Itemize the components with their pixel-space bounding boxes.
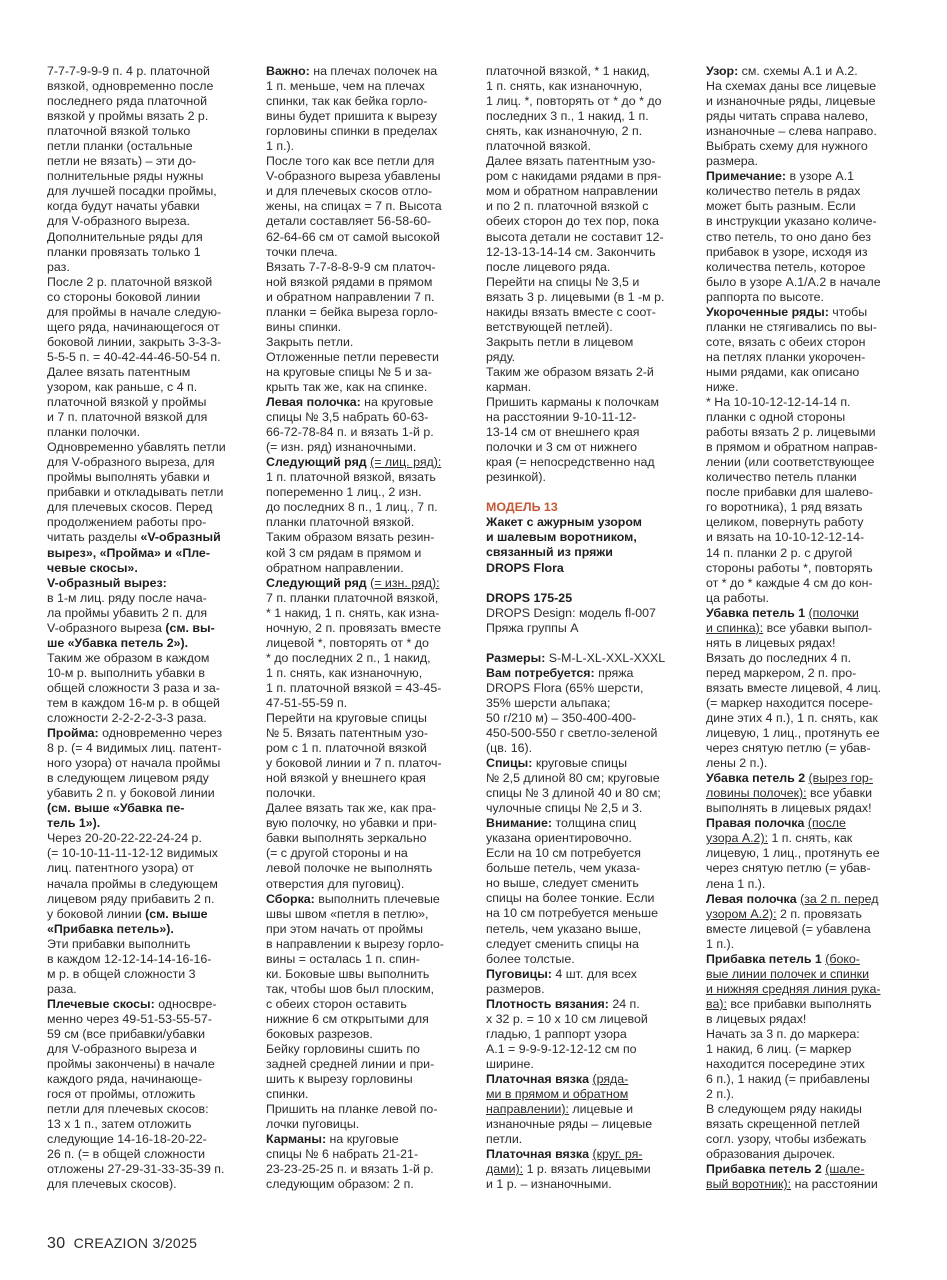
section-heading: Платочная вязка — [486, 1147, 590, 1162]
paragraph: 1 р. вязать лицевыми и 1 р. – изнаночными. — [486, 1162, 651, 1192]
paragraph: все прибавки выполнять в лицевых рядах! Начать за 3 п. до маркера: 1 накид, 6 лиц. (= маркер находится посередине этих 6 п.), 1 накид (= прибавлены 2 п.). В следующем ряду накиды вязать скрещенной петлей согл. узору, чтобы избежать образования дырочек. — [706, 996, 872, 1162]
paragraph: Эти прибавки выполнить в каждом 12-12-14-14-16-16- м р. в общей сложности 3 раза. — [47, 936, 212, 996]
column-3 — [486, 64, 686, 1192]
paragraph: см. схемы А.1 и А.2. На схемах даны все лицевые и изнаночные ряды, лицевые ряды читать справа налево, изнаночные – слева направо. Выбрать схему для нужного размера. — [706, 64, 877, 169]
paragraph: Через 20-20-22-22-24-24 р. (= 10-10-11-11-12-12 видимых лиц. патентного узора) от начала проймы в следующем лицевом ряду прибавить 2 п. у боковой линии — [47, 831, 219, 921]
section-heading: Левая полочка: — [266, 395, 361, 410]
model-code: DROPS 175-25 — [486, 590, 573, 605]
underlined-note: (= изн. ряд): — [370, 575, 440, 590]
paragraph: выполнить плечевые швы швом «петля в петлю», при этом начать от проймы в направлении к вырезу горло- вины = осталась 1 п. спин- ки. Боковые швы выполнить так, чтобы шов был плоским, с обеих сторон оставить нижние 6 см открытыми для боковых разрезов. Бейку горловины сшить по задней средней линии и при- шить к вырезу горловины спинки. Пришить на планке левой по- лочки пуговицы. — [266, 891, 444, 1132]
design-info: DROPS Design: модель fl-007 Пряжа группы А — [486, 605, 656, 635]
underlined-note: (ряда- ми в прямом и обратном направлении): — [486, 1072, 629, 1117]
paragraph: лицевые и изнаночные ряды – лицевые петли. — [486, 1102, 653, 1147]
underlined-note: (круг. ря- дами): — [486, 1147, 643, 1177]
paragraph: на расстоянии — [791, 1177, 878, 1192]
spacer — [486, 485, 686, 500]
model-heading: МОДЕЛЬ 13 — [486, 500, 558, 515]
bold-text: «V-образный вырез», «Пройма» и «Пле- чевые скосы». — [47, 530, 221, 575]
section-heading: Примечание: — [706, 169, 787, 184]
paragraph: чтобы планки не стягивались по вы- соте, вязать с обеих сторон на петлях планки укорочен- ными рядами, как описано ниже. * На 10-10-12-12-14-14 п. планки с одной стороны работы вязать 2 р. лицевыми в прямом и обратном направ- лении (или соответствующее количество петель планки после прибавки для шалево- го воротника), 1 ряд вязать целиком, повернуть работу и вязать на 10-10-12-12-14- 14 п. планки 2 р. с другой стороны работы *, повторять от * до * каждые 4 см до кон- ца работы. — [706, 304, 878, 605]
section-heading: V-образный вырез: — [47, 575, 167, 590]
paragraph: односвре- менно через 49-51-53-55-57- 59 см (все прибавки/убавки для V-образного выреза и проймы закончены) в начале каждого ряда, начинающе- гося от проймы, отложить петли для плечевых скосов: 13 х 1 п., затем отложить следующие 14-16-18-20-22- 26 п. (= в общей сложности отложены 27-29-31-33-35-39 п. для плечевых скосов). — [47, 996, 225, 1192]
paragraph: на плечах полочек на 1 п. меньше, чем на плечах спинки, так как бейка горло- вины будет пришита к вырезу горловины спинки в пределах 1 п.). После того как все петли для V-образного выреза убавлены и для плечевых скосов отло- жены, на спицах = 7 п. Высота детали составляет 56-58-60- 62-64-66 см от самой высокой точки плеча. Вязать 7-7-8-8-9-9 см платоч- ной вязкой рядами в прямом и обратном направлении 7 п. планки = бейка выреза горло- вины спинки. Закрыть петли. Отложенные петли перевести на круговые спицы № 5 и за- крыть так же, как на спинке. — [266, 64, 442, 394]
underlined-note: (полочки и спинка): — [706, 605, 859, 635]
paragraph: 24 п. х 32 р. = 10 х 10 см лицевой гладью, 1 раппорт узора А.1 = 9-9-9-12-12-12 см по ширине. — [486, 996, 648, 1071]
paragraph: в узоре А.1 количество петель в рядах может быть разным. Если в инструкции указано количе- ство петель, то оно дано без прибавок в узоре, исходя из количества петель, которое было в узоре А.1/А.2 в начале раппорта по высоте. — [706, 169, 881, 304]
paragraph: 7 п. планки платочной вязкой, * 1 накид, 1 п. снять, как изна- ночную, 2 п. провязать вместе лицевой *, повторять от * до * до последних 2 п., 1 накид, 1 п. снять, как изнаночную, 1 п. платочной вязкой = 43-45- 47-51-55-59 п. Перейти на круговые спицы № 5. Вязать патентным узо- ром с 1 п. платочной вязкой у боковой линии и 7 п. платоч- ной вязкой у внешнего края полочки. Далее вязать так же, как пра- вую полочку, но убавки и при- бавки выполнять зеркально (= с другой стороны и на левой полочке не выполнять отверстия для пуговиц). — [266, 590, 442, 891]
paragraph: все убавки выполнять в лицевых рядах! — [706, 786, 872, 816]
section-heading: Укороченные ряды: — [706, 304, 829, 319]
section-heading: Пуговицы: — [486, 966, 552, 981]
paragraph: Таким же образом в каждом 10-м р. выполнить убавки в общей сложности 3 раза и за- тем в каждом 16-м р. в общей сложности 2-2-2-2-3-3 раза. — [47, 650, 220, 726]
underlined-note: (после узора А.2): — [706, 816, 846, 846]
underlined-note: (боко- вые линии полочек и спинки и нижняя средняя линия рука- ва): — [706, 951, 881, 1011]
underlined-note: (шале- вый воротник): — [706, 1162, 865, 1192]
section-heading: Платочная вязка — [486, 1072, 590, 1086]
section-heading: Прибавка петель 1 — [706, 951, 822, 966]
section-heading: Спицы: — [486, 756, 533, 771]
underlined-note: (за 2 п. перед узором А.2): — [706, 891, 879, 921]
section-heading: Вам потребуется: — [486, 665, 595, 680]
column-1 — [47, 64, 247, 1193]
bold-text: (см. выше «Убавка пе- тель 1»). — [47, 801, 185, 831]
paragraph: в 1-м лиц. ряду после нача- ла проймы убавить 2 п. для V-образного выреза — [47, 590, 208, 635]
section-heading: Сборка: — [266, 891, 315, 906]
paragraph: 4 шт. для всех размеров. — [486, 966, 637, 996]
section-heading: Следующий ряд — [266, 575, 367, 590]
bold-text: (см. выше «Прибавка петель»). — [47, 906, 208, 936]
paragraph: круговые спицы № 2,5 длиной 80 см; круговые спицы № 3 длиной 40 и 80 см; чулочные спицы № 2,5 и 3. — [486, 756, 661, 816]
underlined-note: (вырез гор- ловины полочек): — [706, 771, 873, 801]
page-number: 30 — [47, 1235, 66, 1252]
section-heading: Правая полочка — [706, 816, 805, 831]
spacer — [486, 636, 686, 651]
paragraph: платочной вязкой, * 1 накид, 1 п. снять, как изнаночную, 1 лиц. *, повторять от * до * до последних 3 п., 1 накид, 1 п. снять, как изнаночную, 2 п. платочной вязкой. Далее вязать патентным узо- ром с накидами рядами в пря- мом и обратном направлении и по 2 п. платочной вязкой с обеих сторон до тех пор, пока высота детали не составит 12- 12-13-13-14-14 см. Закончить после лицевого ряда. Перейти на спицы № 3,5 и вязать 3 р. лицевыми (в 1 -м р. накиды вязать вместе с соот- ветствующей петлей). Закрыть петли в лицевом ряду. Таким же образом вязать 2-й карман. Пришить карманы к полочкам на расстоянии 9-10-11-12- 13-14 см от внешнего края полочки и 3 см от нижнего края (= непосредственно над резинкой). — [486, 64, 665, 485]
paragraph: на круговые спицы № 3,5 набрать 60-63- 66-72-78-84 п. и вязать 1-й р. (= изн. ряд) изнаночными. — [266, 395, 434, 455]
section-heading: Карманы: — [266, 1132, 327, 1147]
section-heading: Следующий ряд — [266, 455, 367, 470]
paragraph: пряжа DROPS Flora (65% шерсти, 35% шерсти альпака; 50 г/210 м) – 350-400-400- 450-500-550 г светло-зеленой (цв. 16). — [486, 665, 658, 755]
column-2 — [266, 64, 466, 1193]
section-heading: Важно: — [266, 64, 310, 78]
bold-text: (см. вы- ше «Убавка петель 2»). — [47, 620, 215, 650]
paragraph: на круговые спицы № 6 набрать 21-21- 23-23-25-25 п. и вязать 1-й р. следующим образом: 2 п. — [266, 1132, 434, 1192]
section-heading: Прибавка петель 2 — [706, 1162, 822, 1177]
paragraph: толщина спиц указана ориентировочно. Если на 10 см потребуется больше петель, чем указа- но выше, следует сменить спицы на более тонкие. Если на 10 см потребуется меньше петель, чем указано выше, следует сменить спицы на более толстые. — [486, 816, 658, 966]
section-heading: Пройма: — [47, 726, 99, 741]
section-heading: Плотность вязания: — [486, 996, 609, 1011]
section-heading: Внимание: — [486, 816, 553, 831]
sizes-text: S-M-L-XL-XXL-XXXL — [545, 650, 666, 665]
page-footer — [47, 1235, 197, 1253]
section-heading: Плечевые скосы: — [47, 996, 155, 1011]
section-heading: Убавка петель 1 — [706, 605, 806, 620]
section-heading: Размеры: — [486, 650, 546, 665]
paragraph: 1 п. платочной вязкой, вязать попеременно 1 лиц., 2 изн. до последних 8 п., 1 лиц., 7 п. планки платочной вязкой. Таким образом вязать резин- кой 3 см рядам в прямом и обратном направлении. — [266, 470, 438, 575]
section-heading: Левая полочка — [706, 891, 797, 906]
column-4 — [706, 64, 906, 1193]
model-title: Жакет с ажурным узором и шалевым воротником, связанный из пряжи DROPS Flora — [486, 515, 642, 575]
underlined-note: (= лиц. ряд): — [370, 455, 442, 470]
paragraph: 2 п. провязать вместе лицевой (= убавлена 1 п.). — [706, 906, 871, 951]
paragraph: 7-7-7-9-9-9 п. 4 р. платочной вязкой, одновременно после последнего ряда платочной вязкой у проймы вязать 2 р. платочной вязкой только петли планки (остальные петли не вязать) – эти до- полнительные ряды нужны для лучшей посадки проймы, когда будут начаты убавки для V-образного выреза. Дополнительные ряды для планки провязать только 1 раз. После 2 р. платочной вязкой со стороны боковой линии для проймы в начале следую- щего ряда, начинающегося от боковой линии, закрыть 3-3-3- 5-5-5 п. = 40-42-44-46-50-54 п. Далее вязать патентным узором, как раньше, с 4 п. платочной вязкой у проймы и 7 п. платочной вязкой для планки полочки. Одновременно убавлять петли для V-образного выреза, для проймы выполнять убавки и прибавки и откладывать петли для плечевых скосов. Перед продолжением работы про- читать разделы — [47, 64, 226, 545]
magazine-issue: CREAZION 3/2025 — [73, 1235, 198, 1251]
spacer — [486, 576, 686, 591]
section-heading: Узор: — [706, 64, 739, 78]
paragraph: все убавки выпол- нять в лицевых рядах! Вязать до последних 4 п. перед маркером, 2 п. про- вязать вместе лицевой, 4 лиц. (= маркер находится посере- дине этих 4 п.), 1 п. снять, как лицевую, 1 лиц., протянуть ее через снятую петлю (= убав- лены 2 п.). — [706, 620, 882, 771]
section-heading: Убавка петель 2 — [706, 771, 806, 786]
paragraph: одновременно через 8 р. (= 4 видимых лиц. патент- ного узора) от начала проймы в следующем лицевом ряду убавить 2 п. у боковой линии — [47, 726, 223, 801]
paragraph: 1 п. снять, как лицевую, 1 лиц., протянуть ее через снятую петлю (= убав- лена 1 п.). — [706, 831, 880, 891]
